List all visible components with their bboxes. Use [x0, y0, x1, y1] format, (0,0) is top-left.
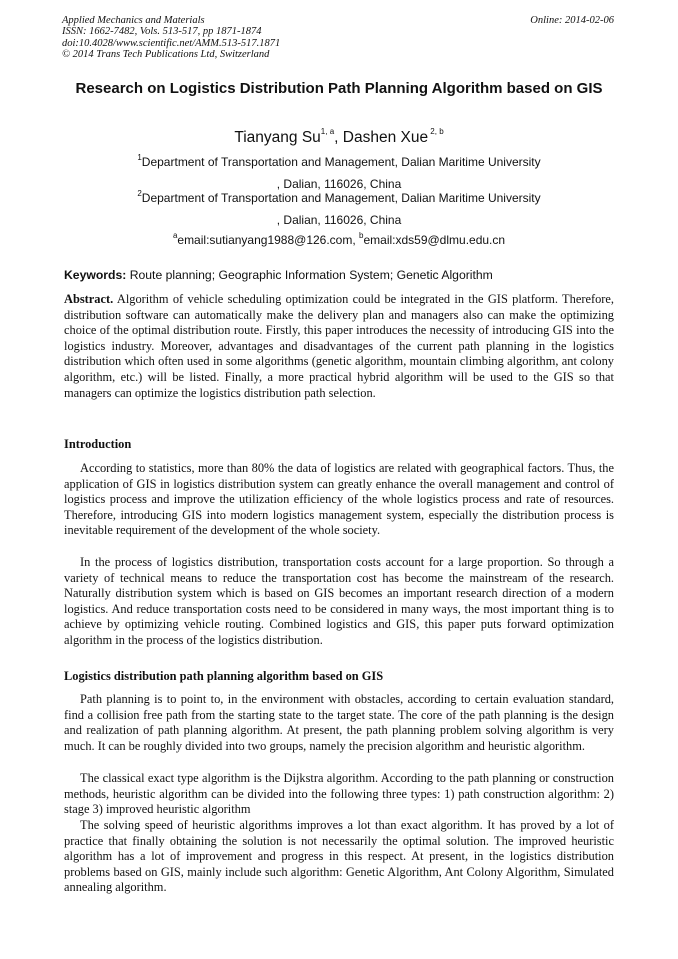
journal-copyright: © 2014 Trans Tech Publications Ltd, Switzerland [62, 48, 270, 60]
affiliation-2-line-2: , Dalian, 116026, China [276, 213, 402, 227]
section-2-paragraph-3: The solving speed of heuristic algorithms improves a lot than exact algorithm. It has proved by a lot of practice that finally obtaining the solution is not necessarily the optimal solution. The improved heuristic algorithm has a lot of improvement and progress in this respect. At present, in the logistics distribution problems based on GIS, mainly include such algorithm: Genetic Algorithm, Ant Colony Algorithm, Simulated annealing algorithm. [64, 818, 614, 895]
keywords [64, 268, 493, 282]
abstract [64, 292, 614, 401]
email-b: email:xds59@dlmu.edu.cn [363, 233, 506, 247]
affiliation-2-text: Department of Transportation and Management, Dalian Maritime University [141, 191, 541, 205]
section-2-heading: Logistics distribution path planning algorithm based on GIS [64, 669, 384, 683]
author-1-name: Tianyang Su [234, 129, 321, 146]
affiliation-2-sup: 2 [137, 189, 142, 198]
email-a-sup: a [172, 231, 178, 240]
abstract-label: Abstract. [64, 292, 114, 306]
journal-doi: doi:10.4028/www.scientific.net/AMM.513-517.1871 [62, 37, 281, 49]
section-2-paragraph-2: The classical exact type algorithm is the Dijkstra algorithm. According to the path planning or construction methods, heuristic algorithm can be divided into the following three types: 1) path construction algorithm: 2) stage 3) improved heuristic algorithm [64, 771, 614, 817]
journal-issn: ISSN: 1662-7482, Vols. 513-517, pp 1871-1874 [62, 26, 262, 38]
email-b-sup: b [359, 231, 364, 240]
paper-title: Research on Logistics Distribution Path Planning Algorithm based on GIS [75, 80, 603, 97]
email-line [62, 233, 616, 247]
email-a: email:sutianyang1988@126.com, [177, 233, 360, 247]
section-2-paragraph-1: Path planning is to point to, in the environment with obstacles, according to certain evaluation standard, find a collision free path from the starting state to the target state. The core of the path planning is the design and realization of path planning algorithm. At present, the path planning problem solving algorithm is very much. It can be roughly divided into two groups, namely the precision algorithm and heuristic algorithm. [64, 692, 614, 753]
affiliation-1-sup: 1 [137, 153, 142, 162]
introduction-paragraph-2: In the process of logistics distribution, transportation costs account for a large proportion. So through a variety of technical means to reduce the transportation cost has become the mainstream of the research. Naturally distribution system which is based on GIS becomes an important research direction of a modern logistics. And reduce transportation costs need to be considered in many ways, the most important thing is to achieve by optimizing vehicle routing. Combined logistics and GIS, this paper puts forward optimization algorithm in the process of the logistics distribution. [64, 555, 614, 647]
affiliation-1-line-1 [62, 155, 616, 169]
keywords-text: Route planning; Geographic Information System; Genetic Algorithm [126, 268, 493, 282]
affiliation-1-line-2: , Dalian, 116026, China [276, 177, 402, 191]
introduction-heading: Introduction [64, 437, 132, 451]
affiliation-2-line-1 [62, 191, 616, 205]
keywords-label: Keywords: [64, 268, 127, 282]
introduction-paragraph-1: According to statistics, more than 80% the data of logistics are related with geographical factors. Thus, the application of GIS in logistics distribution system can greatly enhance the overall management and control of logistics process and improve the utilization efficiency of the whole logistics process and rate of resources. Therefore, introducing GIS into modern logistics management system, especially the distribution process is inevitable requirement of the development of the whole society. [64, 461, 614, 538]
author-2-sup: 2, b [428, 127, 444, 136]
author-2-name: Dashen Xue [342, 129, 429, 146]
online-date: Online: 2014-02-06 [530, 15, 614, 26]
abstract-text: Algorithm of vehicle scheduling optimization could be integrated in the GIS platform. Therefore, distribution software can automatically make the delivery plan and managers also can make the optimizing choice of the optimal distribution route. Firstly, this paper introduces the necessity of introducing GIS into the logistics industry. Moreover, advantages and disadvantages of the current path planning in the logistics distribution which often used in some algorithms (genetic algorithm, mountain climbing algorithm, ant colony algorithm, etc.) will be listed. Finally, a more practical hybrid algorithm will be used to the GIS so that managers can optimize the logistics distribution path selection. [64, 292, 614, 400]
affiliation-1-text: Department of Transportation and Management, Dalian Maritime University [141, 155, 541, 169]
journal-name: Applied Mechanics and Materials [62, 15, 205, 26]
authors-line [62, 129, 616, 147]
journal-info [62, 15, 280, 60]
author-1-sup: 1, a [320, 127, 335, 136]
author-separator: , [334, 129, 343, 146]
